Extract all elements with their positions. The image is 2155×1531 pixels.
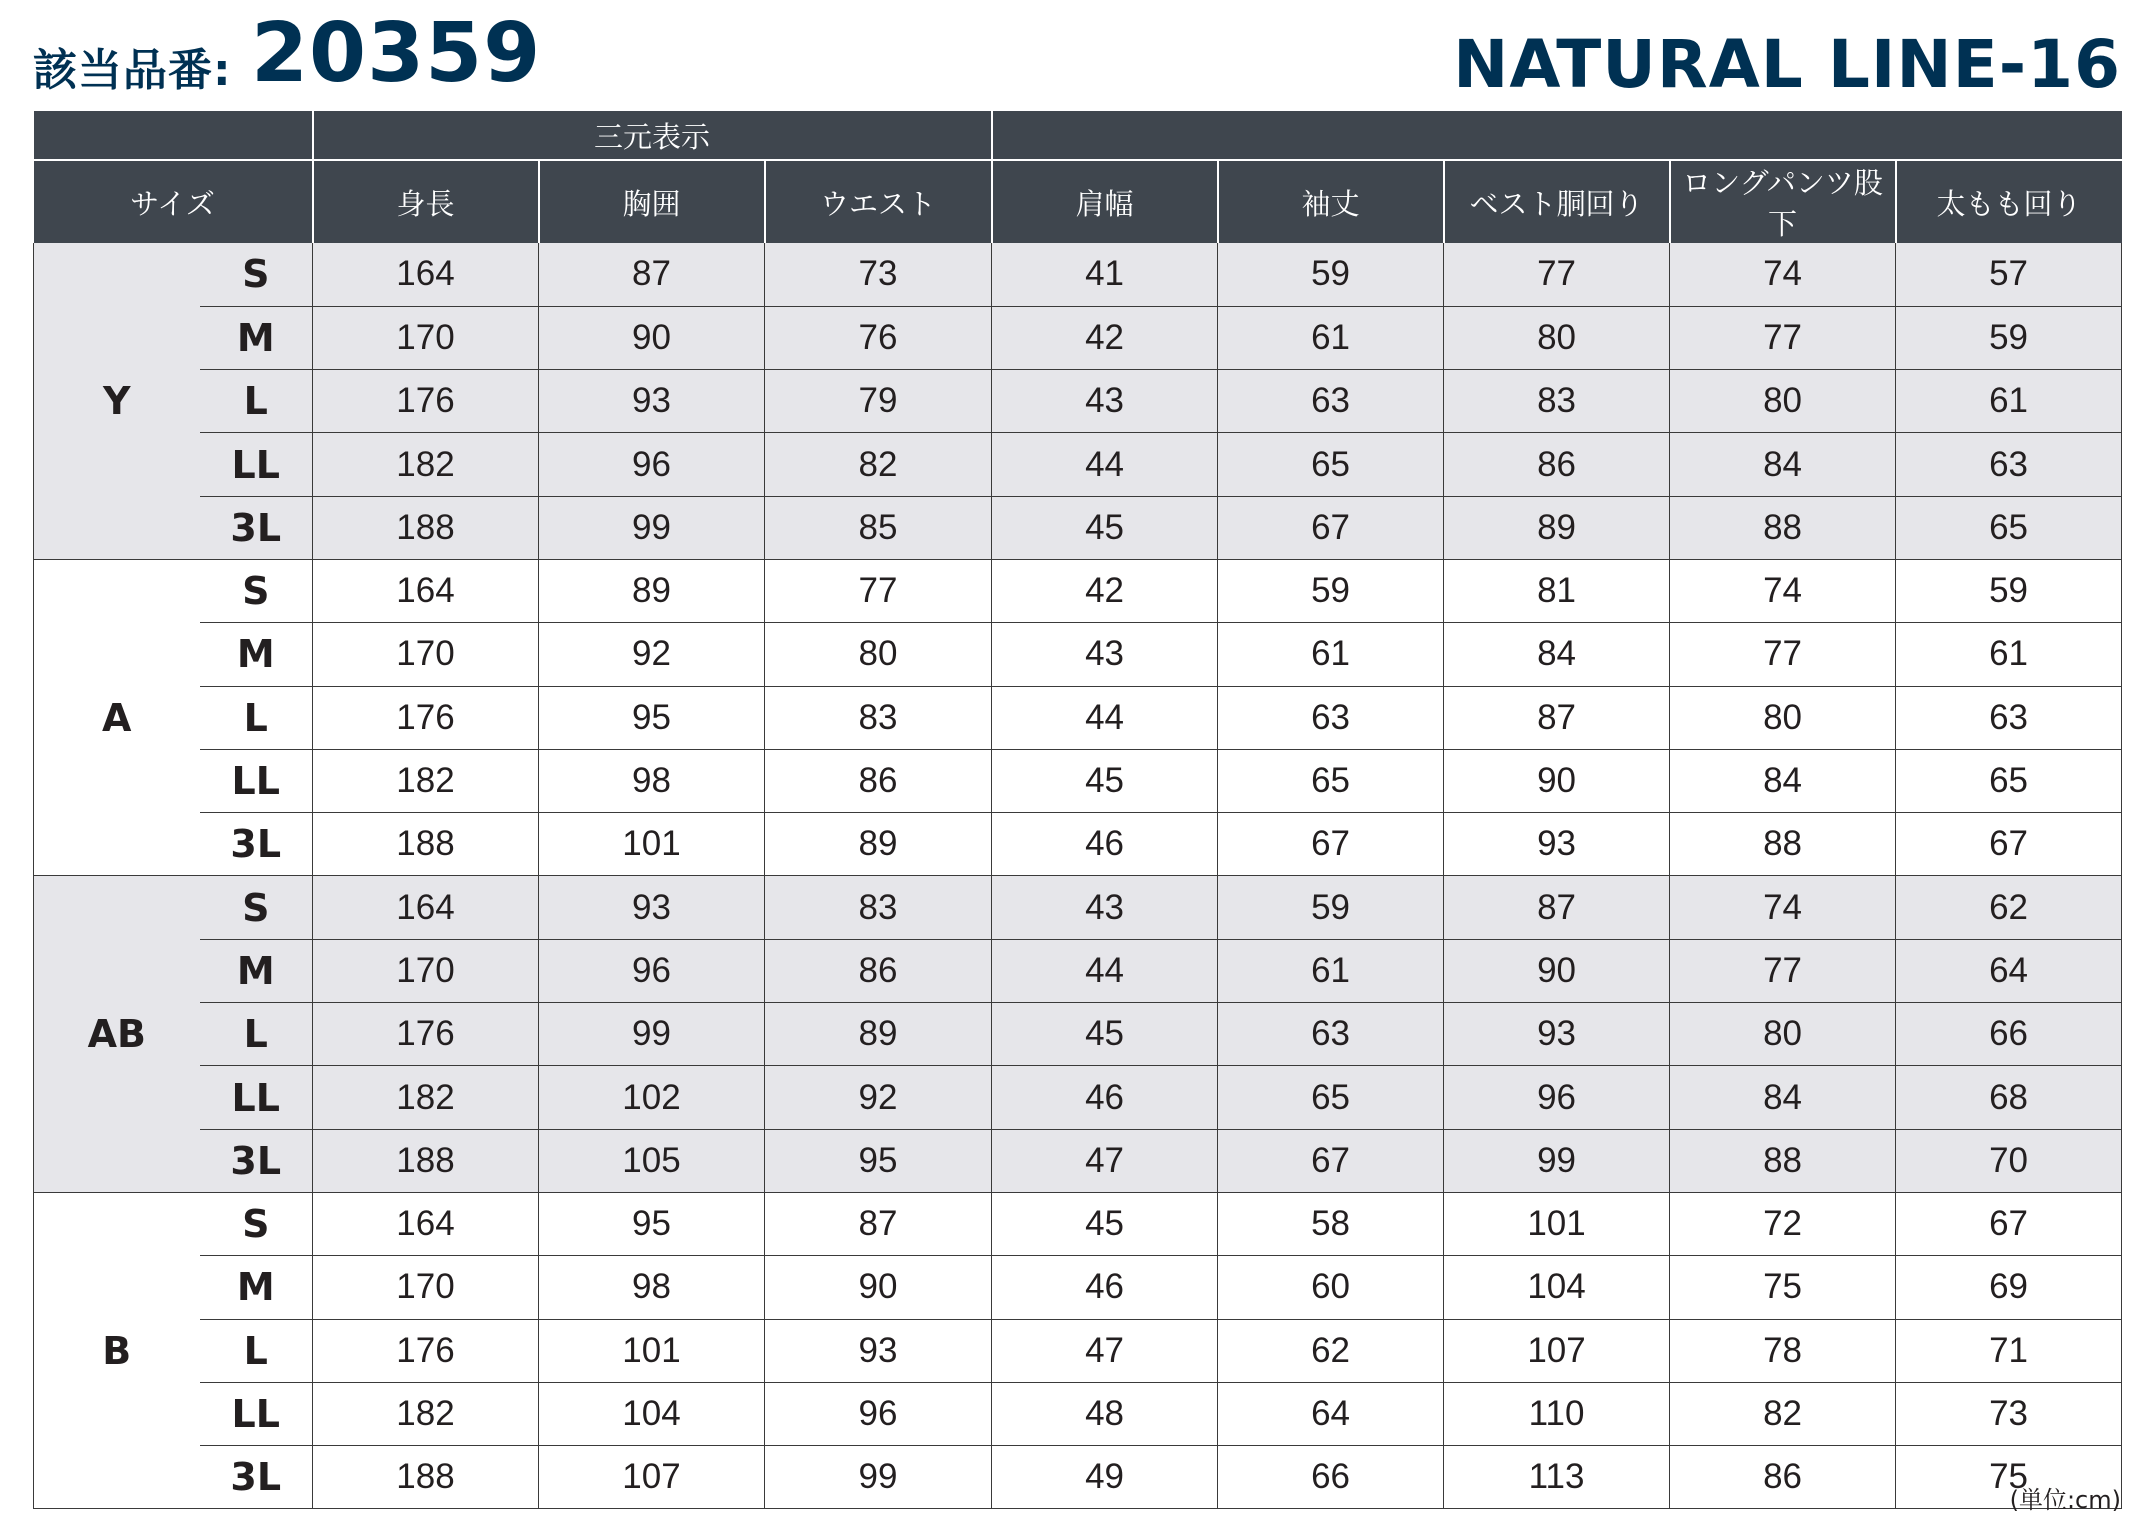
- measurement-cell: 77: [1444, 243, 1670, 306]
- measurement-cell: 87: [1444, 686, 1670, 749]
- measurement-cell: 99: [539, 1003, 765, 1066]
- measurement-cell: 164: [313, 876, 539, 939]
- measurement-cell: 49: [992, 1446, 1218, 1509]
- column-header: 身長: [313, 160, 539, 243]
- table-row: [34, 876, 2122, 939]
- measurement-cell: 43: [992, 623, 1218, 686]
- size-label: M: [200, 306, 313, 369]
- measurement-cell: 78: [1670, 1319, 1896, 1382]
- measurement-cell: 98: [539, 1256, 765, 1319]
- measurement-cell: 74: [1670, 559, 1896, 622]
- measurement-cell: 57: [1896, 243, 2122, 306]
- measurement-cell: 59: [1896, 559, 2122, 622]
- measurement-cell: 43: [992, 876, 1218, 939]
- body-type-group-label: B: [34, 1192, 200, 1508]
- measurement-cell: 86: [765, 749, 992, 812]
- measurement-cell: 73: [765, 243, 992, 306]
- measurement-cell: 59: [1218, 876, 1444, 939]
- product-number-label: 該当品番:: [33, 45, 232, 96]
- measurement-cell: 82: [765, 433, 992, 496]
- measurement-cell: 170: [313, 939, 539, 1002]
- measurement-cell: 86: [765, 939, 992, 1002]
- measurement-cell: 61: [1218, 939, 1444, 1002]
- measurement-cell: 76: [765, 306, 992, 369]
- measurement-cell: 176: [313, 1003, 539, 1066]
- table-row: [34, 749, 2122, 812]
- measurement-cell: 164: [313, 243, 539, 306]
- measurement-cell: 88: [1670, 813, 1896, 876]
- measurement-cell: 46: [992, 1256, 1218, 1319]
- size-label: S: [200, 1192, 313, 1255]
- measurement-cell: 93: [1444, 813, 1670, 876]
- table-row: [34, 496, 2122, 559]
- measurement-cell: 87: [765, 1192, 992, 1255]
- measurement-cell: 48: [992, 1382, 1218, 1445]
- measurement-cell: 63: [1218, 686, 1444, 749]
- body-type-group-label: A: [34, 559, 200, 875]
- measurement-cell: 90: [765, 1256, 992, 1319]
- measurement-cell: 45: [992, 1003, 1218, 1066]
- measurement-cell: 89: [1444, 496, 1670, 559]
- measurement-cell: 107: [1444, 1319, 1670, 1382]
- measurement-cell: 74: [1670, 243, 1896, 306]
- measurement-cell: 96: [539, 433, 765, 496]
- measurement-cell: 93: [1444, 1003, 1670, 1066]
- measurement-cell: 63: [1218, 370, 1444, 433]
- measurement-cell: 80: [765, 623, 992, 686]
- measurement-cell: 65: [1896, 749, 2122, 812]
- measurement-cell: 75: [1896, 1446, 2122, 1509]
- table-row: [34, 306, 2122, 369]
- measurement-cell: 170: [313, 623, 539, 686]
- measurement-cell: 188: [313, 1129, 539, 1192]
- measurement-cell: 188: [313, 496, 539, 559]
- measurement-cell: 58: [1218, 1192, 1444, 1255]
- measurement-cell: 79: [765, 370, 992, 433]
- table-row: [34, 1129, 2122, 1192]
- header-row-top: [34, 111, 2122, 160]
- measurement-cell: 75: [1670, 1256, 1896, 1319]
- measurement-cell: 102: [539, 1066, 765, 1129]
- measurement-cell: 84: [1670, 749, 1896, 812]
- measurement-cell: 88: [1670, 1129, 1896, 1192]
- measurement-cell: 46: [992, 1066, 1218, 1129]
- measurement-cell: 67: [1218, 813, 1444, 876]
- measurement-cell: 83: [765, 876, 992, 939]
- measurement-cell: 96: [1444, 1066, 1670, 1129]
- measurement-cell: 59: [1218, 559, 1444, 622]
- measurement-cell: 44: [992, 686, 1218, 749]
- measurement-cell: 92: [539, 623, 765, 686]
- measurement-cell: 105: [539, 1129, 765, 1192]
- measurement-cell: 113: [1444, 1446, 1670, 1509]
- measurement-cell: 95: [539, 1192, 765, 1255]
- size-chart-table: [33, 111, 2122, 1509]
- measurement-cell: 71: [1896, 1319, 2122, 1382]
- measurement-cell: 47: [992, 1319, 1218, 1382]
- measurement-cell: 59: [1896, 306, 2122, 369]
- size-label: S: [200, 243, 313, 306]
- size-label: L: [200, 1003, 313, 1066]
- measurement-cell: 182: [313, 433, 539, 496]
- measurement-cell: 61: [1218, 623, 1444, 686]
- table-row: [34, 813, 2122, 876]
- measurement-cell: 87: [539, 243, 765, 306]
- measurement-cell: 67: [1896, 1192, 2122, 1255]
- body-type-group-label: AB: [34, 876, 200, 1192]
- measurement-cell: 61: [1218, 306, 1444, 369]
- measurement-cell: 62: [1896, 876, 2122, 939]
- table-row: [34, 623, 2122, 686]
- measurement-cell: 68: [1896, 1066, 2122, 1129]
- measurement-cell: 96: [765, 1382, 992, 1445]
- measurement-cell: 69: [1896, 1256, 2122, 1319]
- table-row: [34, 1066, 2122, 1129]
- table-row: [34, 1446, 2122, 1509]
- measurement-cell: 83: [1444, 370, 1670, 433]
- measurement-cell: 93: [539, 370, 765, 433]
- size-label: 3L: [200, 496, 313, 559]
- measurement-cell: 41: [992, 243, 1218, 306]
- measurement-cell: 67: [1218, 496, 1444, 559]
- column-header: ウエスト: [765, 160, 992, 243]
- three-dimension-header: 三元表示: [313, 111, 992, 160]
- table-row: [34, 1319, 2122, 1382]
- table-row: [34, 1192, 2122, 1255]
- measurement-cell: 62: [1218, 1319, 1444, 1382]
- measurement-cell: 176: [313, 370, 539, 433]
- measurement-cell: 66: [1218, 1446, 1444, 1509]
- header-blank-cell-right: [992, 111, 2122, 160]
- measurement-cell: 46: [992, 813, 1218, 876]
- unit-note: (単位:cm): [2009, 1486, 2121, 1514]
- page-header: [33, 0, 2121, 110]
- measurement-cell: 80: [1670, 686, 1896, 749]
- measurement-cell: 65: [1218, 1066, 1444, 1129]
- measurement-cell: 96: [539, 939, 765, 1002]
- measurement-cell: 89: [765, 813, 992, 876]
- measurement-cell: 74: [1670, 876, 1896, 939]
- column-header: ロングパンツ股下: [1670, 160, 1896, 243]
- size-label: L: [200, 1319, 313, 1382]
- measurement-cell: 93: [765, 1319, 992, 1382]
- measurement-cell: 95: [539, 686, 765, 749]
- measurement-cell: 61: [1896, 623, 2122, 686]
- measurement-cell: 86: [1444, 433, 1670, 496]
- measurement-cell: 101: [539, 1319, 765, 1382]
- size-label: L: [200, 686, 313, 749]
- size-label: 3L: [200, 1446, 313, 1509]
- table-row: [34, 243, 2122, 306]
- measurement-cell: 182: [313, 1382, 539, 1445]
- size-label: M: [200, 939, 313, 1002]
- column-header: 太もも回り: [1896, 160, 2122, 243]
- measurement-cell: 84: [1670, 433, 1896, 496]
- measurement-cell: 176: [313, 1319, 539, 1382]
- measurement-cell: 90: [539, 306, 765, 369]
- measurement-cell: 67: [1218, 1129, 1444, 1192]
- measurement-cell: 42: [992, 306, 1218, 369]
- measurement-cell: 90: [1444, 939, 1670, 1002]
- measurement-cell: 72: [1670, 1192, 1896, 1255]
- measurement-cell: 80: [1670, 1003, 1896, 1066]
- size-label: M: [200, 623, 313, 686]
- measurement-cell: 47: [992, 1129, 1218, 1192]
- table-row: [34, 433, 2122, 496]
- column-header: 胸囲: [539, 160, 765, 243]
- size-label: M: [200, 1256, 313, 1319]
- table-row: [34, 1256, 2122, 1319]
- measurement-cell: 170: [313, 1256, 539, 1319]
- measurement-cell: 64: [1896, 939, 2122, 1002]
- product-number-value: 20359: [251, 6, 542, 101]
- measurement-cell: 77: [1670, 939, 1896, 1002]
- measurement-cell: 170: [313, 306, 539, 369]
- column-header: 肩幅: [992, 160, 1218, 243]
- header-row-columns: [34, 160, 2122, 243]
- measurement-cell: 73: [1896, 1382, 2122, 1445]
- size-chart-body: [34, 243, 2122, 1509]
- measurement-cell: 98: [539, 749, 765, 812]
- body-type-group-label: Y: [34, 243, 200, 559]
- measurement-cell: 82: [1670, 1382, 1896, 1445]
- size-label: 3L: [200, 813, 313, 876]
- measurement-cell: 83: [765, 686, 992, 749]
- product-line-title: NATURAL LINE-16: [1453, 26, 2121, 103]
- measurement-cell: 95: [765, 1129, 992, 1192]
- size-label: LL: [200, 1066, 313, 1129]
- measurement-cell: 88: [1670, 496, 1896, 559]
- measurement-cell: 89: [539, 559, 765, 622]
- measurement-cell: 65: [1218, 433, 1444, 496]
- measurement-cell: 104: [1444, 1256, 1670, 1319]
- measurement-cell: 44: [992, 939, 1218, 1002]
- measurement-cell: 182: [313, 1066, 539, 1129]
- size-label: LL: [200, 433, 313, 496]
- measurement-cell: 164: [313, 1192, 539, 1255]
- measurement-cell: 60: [1218, 1256, 1444, 1319]
- measurement-cell: 65: [1218, 749, 1444, 812]
- measurement-cell: 63: [1896, 433, 2122, 496]
- measurement-cell: 93: [539, 876, 765, 939]
- measurement-cell: 99: [1444, 1129, 1670, 1192]
- measurement-cell: 63: [1218, 1003, 1444, 1066]
- size-label: S: [200, 876, 313, 939]
- measurement-cell: 87: [1444, 876, 1670, 939]
- measurement-cell: 59: [1218, 243, 1444, 306]
- measurement-cell: 86: [1670, 1446, 1896, 1509]
- column-header: サイズ: [34, 160, 313, 243]
- measurement-cell: 42: [992, 559, 1218, 622]
- measurement-cell: 80: [1444, 306, 1670, 369]
- column-header: ベスト胴回り: [1444, 160, 1670, 243]
- table-row: [34, 686, 2122, 749]
- table-row: [34, 370, 2122, 433]
- measurement-cell: 188: [313, 1446, 539, 1509]
- size-label: S: [200, 559, 313, 622]
- measurement-cell: 84: [1444, 623, 1670, 686]
- header-blank-cell: [34, 111, 313, 160]
- measurement-cell: 43: [992, 370, 1218, 433]
- measurement-cell: 104: [539, 1382, 765, 1445]
- size-label: LL: [200, 749, 313, 812]
- measurement-cell: 85: [765, 496, 992, 559]
- measurement-cell: 101: [1444, 1192, 1670, 1255]
- table-row: [34, 939, 2122, 1002]
- measurement-cell: 44: [992, 433, 1218, 496]
- measurement-cell: 101: [539, 813, 765, 876]
- measurement-cell: 70: [1896, 1129, 2122, 1192]
- measurement-cell: 77: [1670, 623, 1896, 686]
- measurement-cell: 81: [1444, 559, 1670, 622]
- measurement-cell: 64: [1218, 1382, 1444, 1445]
- measurement-cell: 92: [765, 1066, 992, 1129]
- measurement-cell: 89: [765, 1003, 992, 1066]
- measurement-cell: 63: [1896, 686, 2122, 749]
- measurement-cell: 61: [1896, 370, 2122, 433]
- measurement-cell: 110: [1444, 1382, 1670, 1445]
- table-row: [34, 559, 2122, 622]
- column-header: 袖丈: [1218, 160, 1444, 243]
- measurement-cell: 67: [1896, 813, 2122, 876]
- measurement-cell: 84: [1670, 1066, 1896, 1129]
- measurement-cell: 45: [992, 749, 1218, 812]
- measurement-cell: 77: [1670, 306, 1896, 369]
- table-row: [34, 1003, 2122, 1066]
- measurement-cell: 90: [1444, 749, 1670, 812]
- measurement-cell: 66: [1896, 1003, 2122, 1066]
- measurement-cell: 77: [765, 559, 992, 622]
- size-label: LL: [200, 1382, 313, 1445]
- measurement-cell: 176: [313, 686, 539, 749]
- measurement-cell: 188: [313, 813, 539, 876]
- size-label: 3L: [200, 1129, 313, 1192]
- size-label: L: [200, 370, 313, 433]
- measurement-cell: 45: [992, 1192, 1218, 1255]
- table-row: [34, 1382, 2122, 1445]
- measurement-cell: 182: [313, 749, 539, 812]
- measurement-cell: 80: [1670, 370, 1896, 433]
- measurement-cell: 107: [539, 1446, 765, 1509]
- measurement-cell: 45: [992, 496, 1218, 559]
- measurement-cell: 99: [539, 496, 765, 559]
- measurement-cell: 99: [765, 1446, 992, 1509]
- measurement-cell: 65: [1896, 496, 2122, 559]
- measurement-cell: 164: [313, 559, 539, 622]
